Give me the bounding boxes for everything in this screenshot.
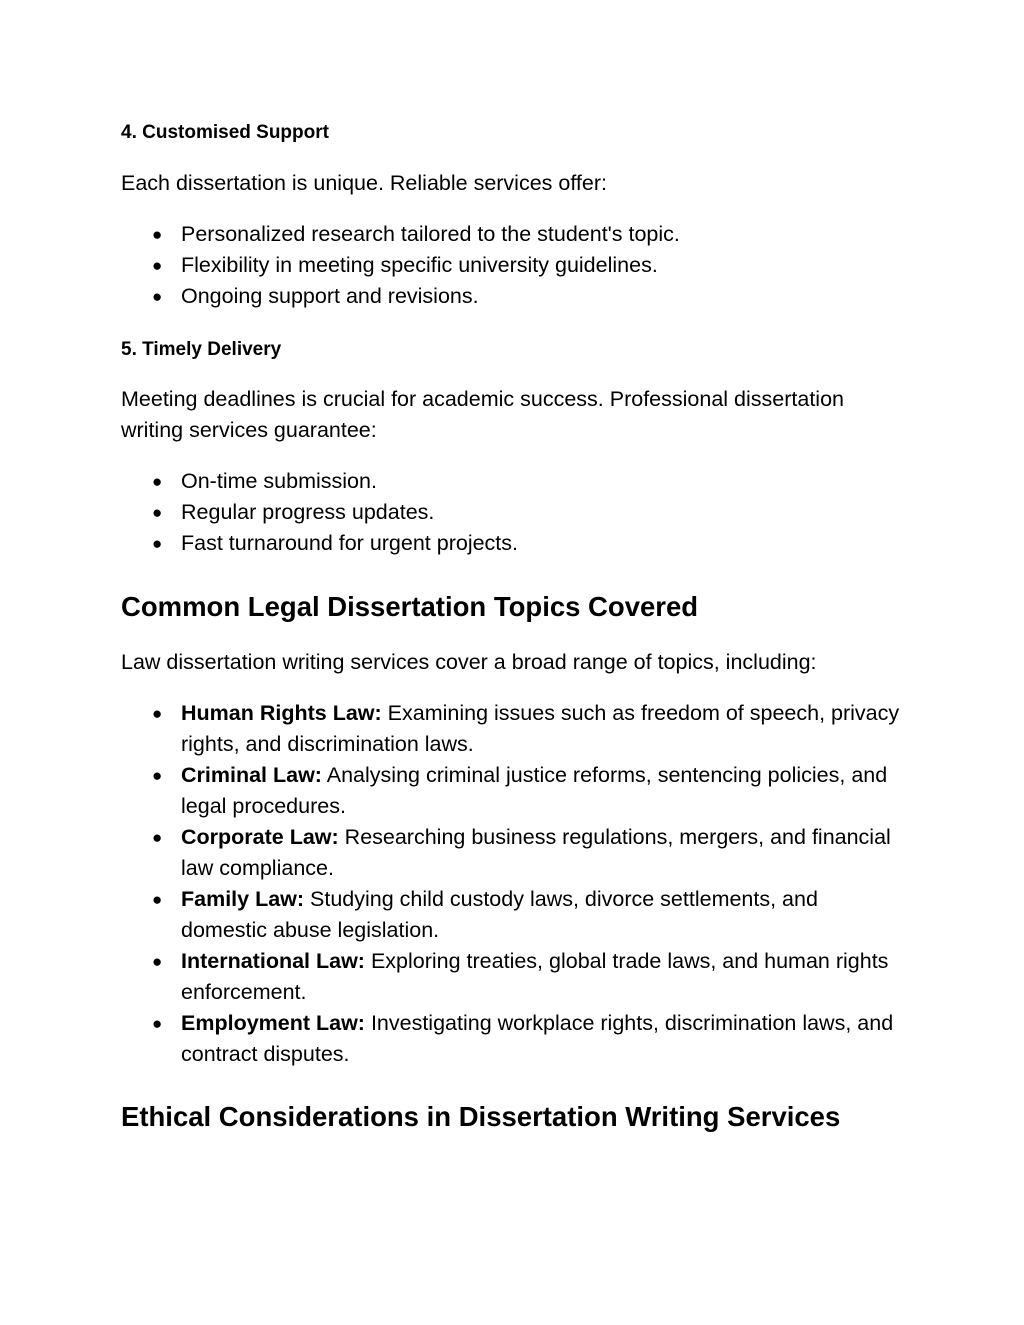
bullet-icon: ● <box>152 704 163 723</box>
section-5-heading: 5. Timely Delivery <box>121 339 282 360</box>
bullet-icon: ● <box>152 225 163 244</box>
bullet-icon: ● <box>152 766 163 785</box>
bullet-icon: ● <box>152 1014 163 1033</box>
section-4-heading: 4. Customised Support <box>121 122 329 143</box>
list-item: ● Regular progress updates. <box>121 497 901 528</box>
bullet-icon: ● <box>152 534 163 553</box>
bullet-icon: ● <box>152 287 163 306</box>
ethics-heading: Ethical Considerations in Dissertation Writing Services <box>121 1101 841 1132</box>
list-item: ● Criminal Law: Analysing criminal justice reforms, sentencing policies, and legal procedures. <box>121 760 901 822</box>
list-item: ● Human Rights Law: Examining issues such as freedom of speech, privacy rights, and discrimination laws. <box>121 698 901 760</box>
bullet-icon: ● <box>152 952 163 971</box>
section-4-list <box>121 219 901 312</box>
list-item: ● Fast turnaround for urgent projects. <box>121 528 901 559</box>
topics-list <box>121 698 901 1070</box>
list-item: ● Employment Law: Investigating workplace rights, discrimination laws, and contract disputes. <box>121 1008 901 1070</box>
bullet-icon: ● <box>152 890 163 909</box>
bullet-icon: ● <box>152 828 163 847</box>
bullet-icon: ● <box>152 503 163 522</box>
section-5-intro: Meeting deadlines is crucial for academic success. Professional dissertation writing services guarantee: <box>121 387 844 442</box>
topics-intro: Law dissertation writing services cover a broad range of topics, including: <box>121 650 817 674</box>
list-item: ● Corporate Law: Researching business regulations, mergers, and financial law compliance. <box>121 822 901 884</box>
section-4-intro: Each dissertation is unique. Reliable services offer: <box>121 171 607 195</box>
list-item: ● Ongoing support and revisions. <box>121 281 901 312</box>
list-item: ● Personalized research tailored to the student's topic. <box>121 219 901 250</box>
list-item: ● On-time submission. <box>121 466 901 497</box>
bullet-icon: ● <box>152 472 163 491</box>
list-item: ● Flexibility in meeting specific university guidelines. <box>121 250 901 281</box>
bullet-icon: ● <box>152 256 163 275</box>
topics-heading: Common Legal Dissertation Topics Covered <box>121 591 699 622</box>
section-5-list <box>121 466 901 559</box>
list-item: ● International Law: Exploring treaties, global trade laws, and human rights enforcement. <box>121 946 901 1008</box>
list-item: ● Family Law: Studying child custody laws, divorce settlements, and domestic abuse legislation. <box>121 884 901 946</box>
